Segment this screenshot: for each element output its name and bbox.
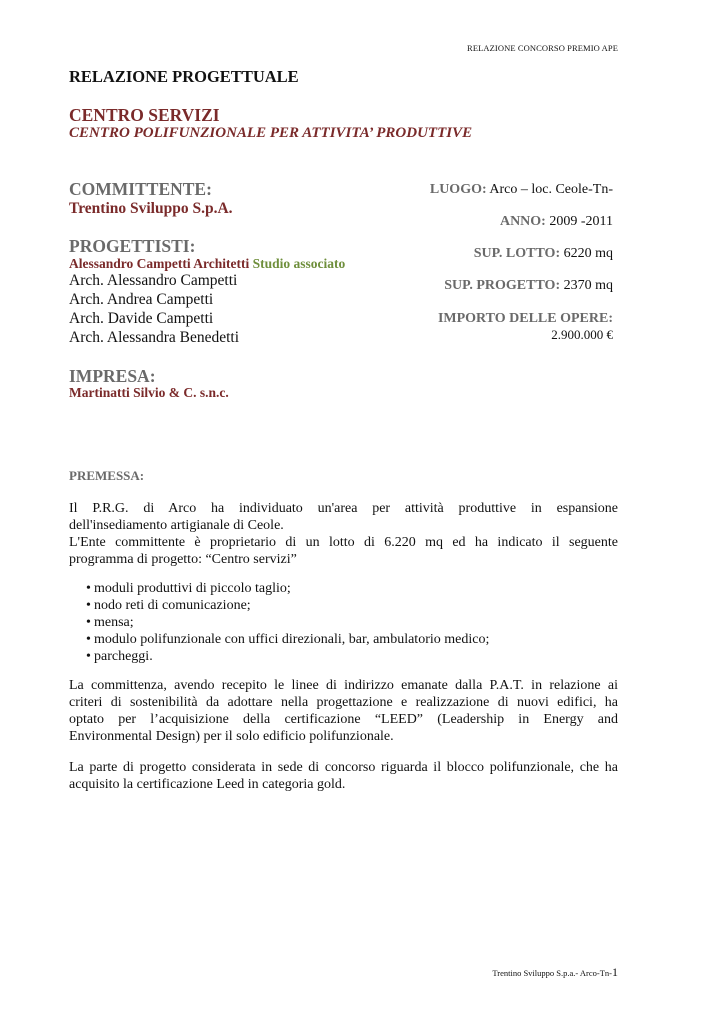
luogo-row [430,182,613,198]
project-subtitle: CENTRO POLIFUNZIONALE PER ATTIVITA’ PRODUTTIVE [69,125,473,141]
text-line: Il P.R.G. di Arco ha individuato un'area per attività produttive in espansione [69,501,618,516]
premessa-paragraph-3 [69,759,618,793]
lotto-value: 6220 mq [563,246,613,261]
text-line: L'Ente committente è proprietario di un lotto di 6.220 mq ed ha indicato il seguente [69,535,618,550]
studio-suffix: Studio associato [252,256,346,271]
anno-row [500,214,613,230]
text-line: optato per l’acquisizione della certificazione “LEED” (Leadership in Energy and [69,712,618,727]
importo-label: IMPORTO DELLE OPERE: [437,311,613,326]
impresa-name: Martinatti Silvio & C. s.n.c. [69,385,229,400]
anno-label: ANNO: [499,214,546,229]
progettista: Arch. Andrea Campetti [69,291,214,308]
committente-name: Trentino Sviluppo S.p.A. [69,200,233,217]
page-footer [492,965,618,980]
list-item: • parcheggi. [69,648,489,665]
studio-name: Alessandro Campetti Architetti [69,256,250,271]
premessa-paragraph-2 [69,677,618,745]
list-item: • mensa; [69,614,489,631]
luogo-value: Arco – loc. Ceole-Tn- [489,182,613,197]
importo-label-row [438,311,613,327]
progetto-value: 2370 mq [563,278,613,293]
lotto-label: SUP. LOTTO: [473,246,561,261]
importo-value: 2.900.000 € [551,327,613,342]
program-list [69,580,489,665]
document-title: RELAZIONE PROGETTUALE [69,67,299,86]
text-line: acquisito la certificazione Leed in categoria gold. [69,777,346,792]
running-head: RELAZIONE CONCORSO PREMIO APE [467,43,618,53]
progettisti-label: PROGETTISTI: [69,236,196,256]
premessa-paragraph-1 [69,500,618,568]
project-title: CENTRO SERVIZI [69,105,220,125]
progettista: Arch. Alessandro Campetti [69,272,238,289]
lotto-row [474,246,613,262]
footer-text: Trentino Sviluppo S.p.a.- Arco-Tn- [492,968,612,978]
progetto-row [444,278,613,294]
text-line: La committenza, avendo recepito le linee di indirizzo emanate dalla P.A.T. in relazione ai [69,678,618,693]
list-item: • modulo polifunzionale con uffici direzionali, bar, ambulatorio medico; [69,631,489,648]
text-line: La parte di progetto considerata in sede di concorso riguarda il blocco polifunzionale, che ha [69,760,618,775]
progettista: Arch. Davide Campetti [69,310,214,327]
committente-label: COMMITTENTE: [69,179,212,199]
progetto-label: SUP. PROGETTO: [444,278,561,293]
list-item: • nodo reti di comunicazione; [69,597,489,614]
impresa-label: IMPRESA: [69,366,156,386]
text-line: dell'insediamento artigianale di Ceole. [69,518,284,533]
anno-value: 2009 -2011 [549,214,613,229]
studio-line [69,256,345,272]
text-line: programma di progetto: “Centro servizi” [69,552,297,567]
luogo-label: LUOGO: [429,182,487,197]
list-item: • moduli produttivi di piccolo taglio; [69,580,489,597]
progettista: Arch. Alessandra Benedetti [69,329,240,346]
text-line: criteri di sostenibilità da adottare nella progettazione e realizzazione di nuovi edifici, ha [69,695,618,710]
page-number: 1 [612,965,618,979]
text-line: Environmental Design) per il solo edificio polifunzionale. [69,729,394,744]
premessa-heading: PREMESSA: [69,468,145,483]
